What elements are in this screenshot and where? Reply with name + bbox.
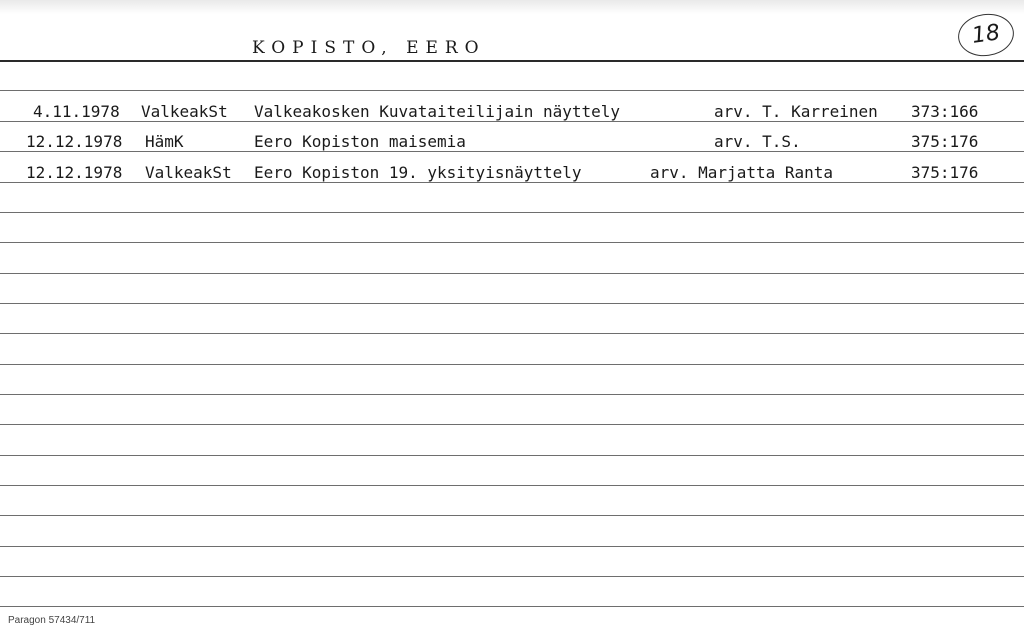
entry-date: 4.11.1978 [33,102,120,121]
ruled-line [0,212,1024,213]
card-number-circled: 18 [955,10,1016,59]
ruled-line [0,606,1024,607]
ruled-line [0,242,1024,243]
entry-reviewer: arv. T. Karreinen [714,102,878,121]
ruled-line [0,576,1024,577]
ruled-line [0,151,1024,152]
title-rule [0,60,1024,62]
ruled-line [0,333,1024,334]
ruled-line [0,121,1024,122]
entry-place: ValkeakSt [145,163,232,182]
entry-exhibition: Eero Kopiston maisemia [254,132,466,151]
ruled-line [0,485,1024,486]
entry-reference: 373:166 [911,102,979,121]
ruled-line [0,394,1024,395]
entry-exhibition: Eero Kopiston 19. yksityisnäyttely [254,163,582,182]
card-footer-imprint: Paragon 57434/711 [8,615,96,626]
entry-date: 12.12.1978 [26,163,123,182]
ruled-line [0,364,1024,365]
ruled-line [0,303,1024,304]
entry-place: ValkeakSt [141,102,228,121]
entry-reference: 375:176 [911,132,979,151]
ruled-line [0,455,1024,456]
ruled-line [0,546,1024,547]
card-title: KOPISTO, EERO [252,38,486,58]
ruled-line [0,182,1024,183]
ruled-line [0,424,1024,425]
entry-reference: 375:176 [911,163,979,182]
ruled-line [0,90,1024,91]
entry-exhibition: Valkeakosken Kuvataiteilijain näyttely [254,102,621,121]
entry-place: HämK [145,132,184,151]
ruled-line [0,515,1024,516]
card-top-edge [0,0,1024,14]
ruled-line [0,273,1024,274]
entry-reviewer: arv. Marjatta Ranta [650,163,834,182]
entry-reviewer: arv. T.S. [714,132,801,151]
entry-date: 12.12.1978 [26,132,123,151]
